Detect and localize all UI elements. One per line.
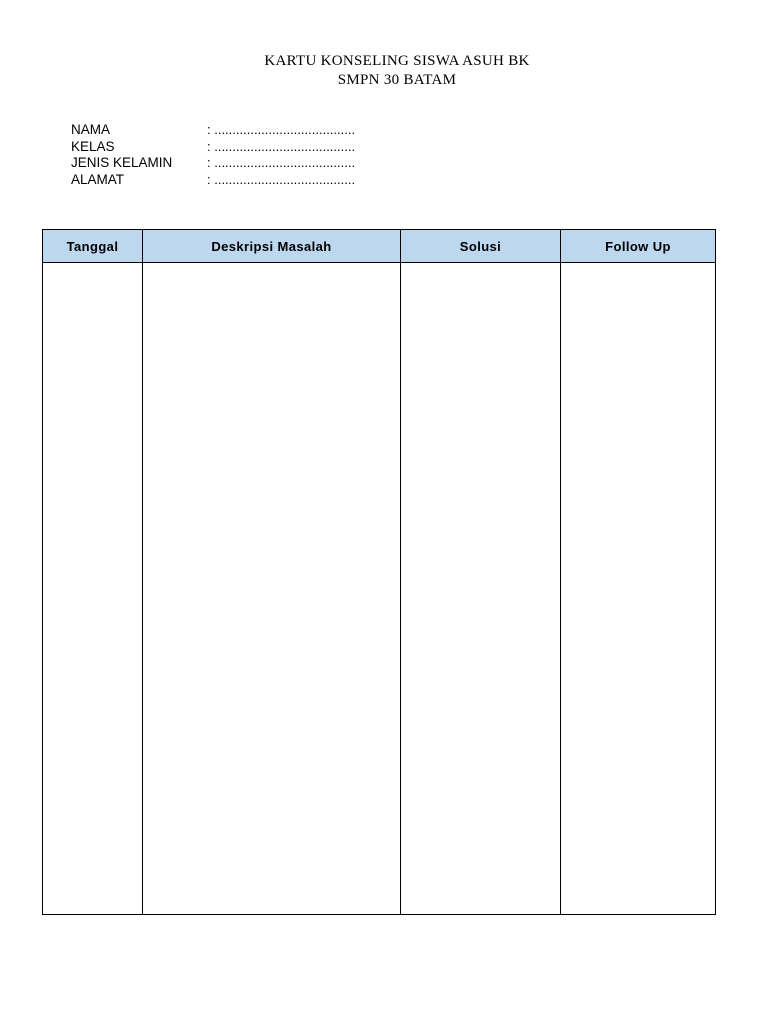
jenis-kelamin-label: JENIS KELAMIN — [71, 155, 173, 171]
follow-up-cell[interactable] — [561, 263, 716, 915]
kelas-label: KELAS — [71, 138, 115, 154]
identity-row-nama — [71, 122, 355, 139]
tanggal-cell[interactable] — [43, 263, 143, 915]
deskripsi-masalah-cell[interactable] — [143, 263, 401, 915]
alamat-field[interactable]: : ....................................... — [207, 172, 356, 188]
nama-label: NAMA — [71, 122, 111, 137]
column-header-follow-up: Follow Up — [561, 230, 716, 263]
table-row — [43, 263, 716, 915]
solusi-cell[interactable] — [401, 263, 561, 915]
nama-field[interactable]: : ....................................... — [207, 122, 356, 137]
identity-row-kelas — [71, 139, 355, 156]
school-name: SMPN 30 BATAM — [337, 72, 457, 88]
alamat-label: ALAMAT — [71, 172, 125, 188]
column-header-solusi: Solusi — [401, 230, 561, 263]
student-identity-section — [71, 122, 355, 189]
document-header — [0, 52, 768, 90]
table-header-row — [43, 230, 716, 263]
jenis-kelamin-field[interactable]: : ....................................... — [207, 155, 356, 171]
identity-row-jenis-kelamin — [71, 155, 355, 172]
counseling-log-table — [42, 229, 716, 915]
document-title: KARTU KONSELING SISWA ASUH BK — [264, 53, 530, 69]
kelas-field[interactable]: : ....................................... — [207, 138, 356, 154]
column-header-deskripsi-masalah: Deskripsi Masalah — [143, 230, 401, 263]
identity-row-alamat — [71, 172, 355, 189]
column-header-tanggal: Tanggal — [43, 230, 143, 263]
